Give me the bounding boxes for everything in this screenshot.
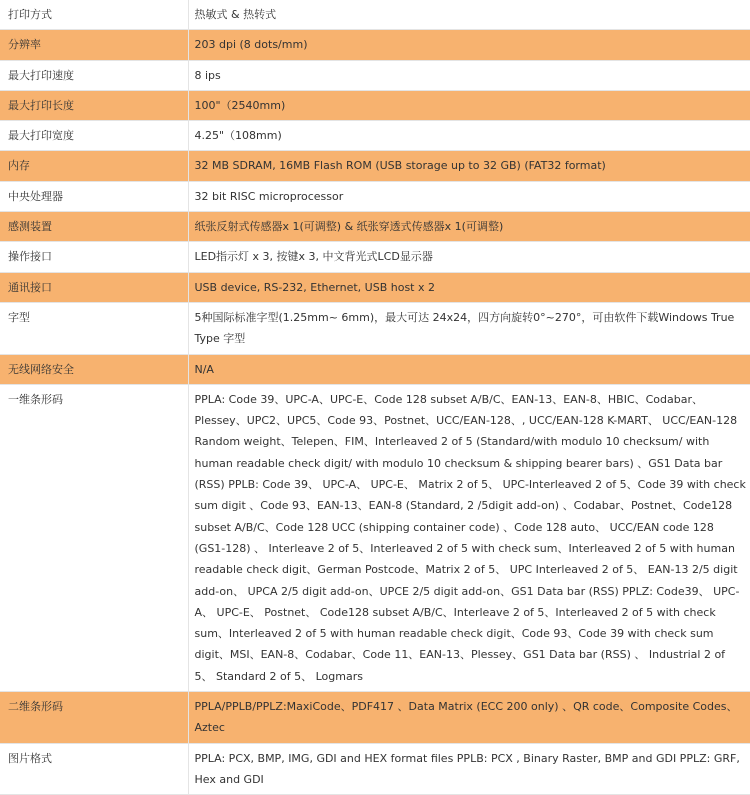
spec-value: PPLA/PPLB/PPLZ:MaxiCode、PDF417 、Data Matrix (ECC 200 only) 、QR code、Composite Codes、Aztec (188, 692, 750, 744)
spec-value: LED指示灯 x 3, 按键x 3, 中文背光式LCD显示器 (188, 242, 750, 272)
spec-label: 最大打印长度 (0, 90, 188, 120)
spec-label: 内存 (0, 151, 188, 181)
spec-value: PPLA: Code 39、UPC-A、UPC-E、Code 128 subset A/B/C、EAN-13、EAN-8、HBIC、Codabar、Plessey、UPC2、UPC5、Code 93、Postnet、UCC/EAN-128、, UCC/EAN-128 K-MART、 UCC/EAN-128 Random weight、Telepen、FIM、Interleaved 2 of 5 (Standard/with modulo 10 checksum/ with human readable check digit/ with modulo 10 checksum & shipping bearer bars) 、GS1 Data bar (RSS) PPLB: Code 39、 UPC-A、 UPC-E、 Matrix 2 of 5、 UPC-Interleaved 2 of 5、Code 39 with check sum digit 、Code 93、EAN-13、EAN-8 (Standard, 2 /5digit add-on) 、Codabar、Postnet、Code128 subset A/B/C、Code 128 UCC (shipping container code) 、Code 128 auto、 UCC/EAN code 128 (GS1-128) 、 Interleave 2 of 5、Interleaved 2 of 5 with check sum、Interleaved 2 of 5 with human readable check digit、German Postcode、Matrix 2 of 5、 UPC Interleaved 2 of 5、 EAN-13 2/5 digit add-on、 UPCA 2/5 digit add-on、UPCE 2/5 digit add-on、GS1 Data bar (RSS) PPLZ: Code39、 UPC-A、 UPC-E、 Postnet、 Code128 subset A/B/C、Interleave 2 of 5、Interleaved 2 of 5 with check sum、Interleaved 2 of 5 with human readable check digit、Code 93、Code 39 with check sum digit、MSI、EAN-8、Codabar、Code 11、EAN-13、Plessey、GS1 Data bar (RSS) 、 Industrial 2 of 5、 Standard 2 of 5、 Logmars (188, 384, 750, 691)
spec-label: 无线网络安全 (0, 354, 188, 384)
spec-row-print-method (0, 0, 750, 30)
spec-row-communication-interface (0, 272, 750, 302)
spec-row-fonts (0, 302, 750, 354)
spec-label: 图片格式 (0, 743, 188, 795)
spec-label: 二维条形码 (0, 692, 188, 744)
spec-label: 打印方式 (0, 0, 188, 30)
spec-row-operation-interface (0, 242, 750, 272)
spec-value: 4.25"（108mm) (188, 121, 750, 151)
spec-row-image-formats (0, 743, 750, 795)
spec-value: USB device, RS-232, Ethernet, USB host x 2 (188, 272, 750, 302)
spec-label: 分辨率 (0, 30, 188, 60)
spec-value: 8 ips (188, 60, 750, 90)
spec-value: 100"（2540mm) (188, 90, 750, 120)
spec-value: PPLA: PCX, BMP, IMG, GDI and HEX format files PPLB: PCX , Binary Raster, BMP and GDI PPLZ: GRF, Hex and GDI (188, 743, 750, 795)
spec-row-max-speed (0, 60, 750, 90)
spec-row-resolution (0, 30, 750, 60)
spec-value: 纸张反射式传感器x 1(可调整) & 纸张穿透式传感器x 1(可调整) (188, 212, 750, 242)
spec-value: 热敏式 & 热转式 (188, 0, 750, 30)
spec-row-max-length (0, 90, 750, 120)
spec-row-sensors (0, 212, 750, 242)
spec-row-wireless-security (0, 354, 750, 384)
spec-label: 一维条形码 (0, 384, 188, 691)
spec-row-2d-barcodes (0, 692, 750, 744)
spec-label: 操作接口 (0, 242, 188, 272)
spec-value: 5种国际标准字型(1.25mm~ 6mm)，最大可达 24x24，四方向旋转0°~270°，可由软件下载Windows True Type 字型 (188, 302, 750, 354)
spec-label: 通讯接口 (0, 272, 188, 302)
spec-label: 字型 (0, 302, 188, 354)
spec-row-max-width (0, 121, 750, 151)
spec-row-cpu (0, 181, 750, 211)
spec-row-1d-barcodes (0, 384, 750, 691)
spec-value: 32 bit RISC microprocessor (188, 181, 750, 211)
spec-label: 最大打印宽度 (0, 121, 188, 151)
spec-value: 32 MB SDRAM, 16MB Flash ROM (USB storage up to 32 GB) (FAT32 format) (188, 151, 750, 181)
spec-label: 中央处理器 (0, 181, 188, 211)
spec-value: 203 dpi (8 dots/mm) (188, 30, 750, 60)
spec-value: N/A (188, 354, 750, 384)
spec-row-memory (0, 151, 750, 181)
spec-label: 感测装置 (0, 212, 188, 242)
spec-label: 最大打印速度 (0, 60, 188, 90)
